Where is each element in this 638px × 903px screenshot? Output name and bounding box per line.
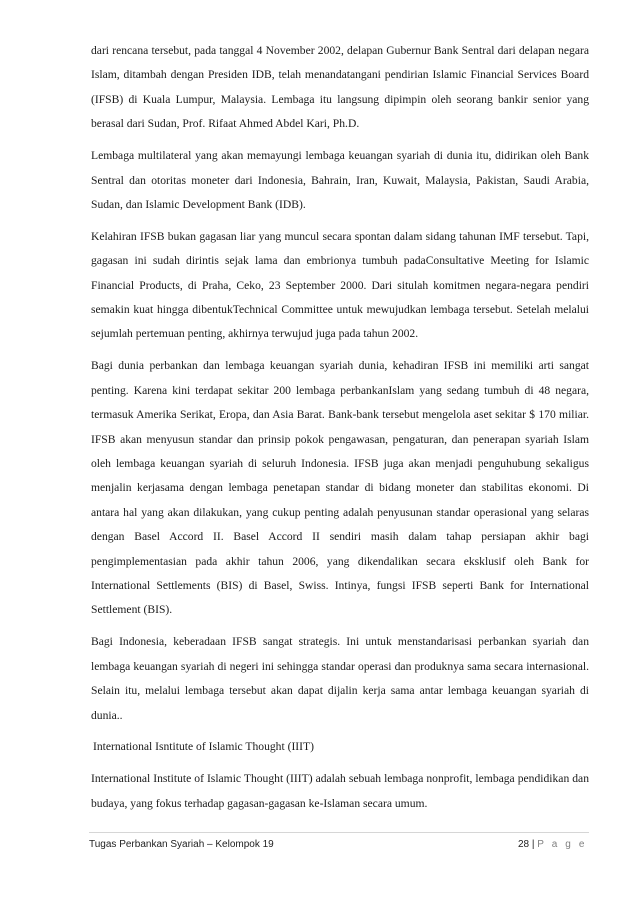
paragraph-ifsb-importance: Bagi dunia perbankan dan lembaga keuangan syariah dunia, kehadiran IFSB ini memiliki arti sangat penting. Karena kini terdapat sekitar 200 lembaga perbankanIslam yang sedang tumbuh di 48 negara, termasuk Amerika Serikat, Eropa, dan Asia Barat. Bank-bank tersebut mengelola aset sekitar $ 170 miliar. IFSB akan menyusun standar dan prinsip pokok pengawasan, pengaturan, dan penerapan syariah Islam oleh lembaga keuangan syariah di seluruh Indonesia. IFSB juga akan menjadi penguhubung sekaligus menjalin kerjasama dengan lembaga penetapan standar di bidang moneter dan stabilitas ekonomi. Di antara hal yang akan dilakukan, yang cukup penting adalah penyusunan standar operasional yang selaras dengan Basel Accord II. Basel Accord II sendiri masih dalam tahap persiapan akhir bagi pengimplementasian pada akhir tahun 2006, yang dikendalikan secara eksklusif oleh Bank for International Settlements (BIS) di Basel, Swiss. Intinya, fungsi IFSB seperti Bank for International Settlement (BIS). bbox=[91, 359, 589, 617]
footer-separator: | bbox=[531, 839, 535, 850]
paragraph-ifsb-indonesia: Bagi Indonesia, keberadaan IFSB sangat strategis. Ini untuk menstandarisasi perbankan syariah dan lembaga keuangan syariah di negeri ini sehingga standar operasi dan produknya sama secara internasional. Selain itu, melalui lembaga tersebut akan dapat dijalin kerja sama antar lembaga keuangan syariah di dunia.. bbox=[91, 635, 589, 722]
paragraph-ifsb-origin: Kelahiran IFSB bukan gagasan liar yang muncul secara spontan dalam sidang tahunan IMF tersebut. Tapi, gagasan ini sudah dirintis sejak lama dan embrionya tumbuh padaConsultative Meeting for Islamic Financial Products, di Praha, Ceko, 23 September 2000. Dari situlah komitmen negara-negara pendiri semakin kuat hingga dibentukTechnical Committee untuk mewujudkan lembaga tersebut. Setelah melalui sejumlah pertemuan penting, akhirnya terwujud juga pada tahun 2002. bbox=[91, 229, 589, 341]
footer-page-indicator bbox=[518, 839, 587, 850]
footer-title: Tugas Perbankan Syariah – Kelompok 19 bbox=[89, 839, 274, 850]
paragraph-ifsb-founders: Lembaga multilateral yang akan memayungi lembaga keuangan syariah di dunia itu, didirikan oleh Bank Sentral dan otoritas moneter dari Indonesia, Bahrain, Iran, Kuwait, Malaysia, Pakistan, Saudi Arabia, Sudan, dan Islamic Development Bank (IDB). bbox=[91, 149, 589, 211]
page-label: P a g e bbox=[537, 839, 587, 850]
page-number: 28 bbox=[517, 839, 530, 850]
document-body bbox=[91, 39, 589, 824]
paragraph-iiit-intro: International Institute of Islamic Thought (IIIT) adalah sebuah lembaga nonprofit, lembaga pendidikan dan budaya, yang fokus terhadap gagasan-gagasan ke-Islaman secara umum. bbox=[91, 772, 589, 810]
section-heading: International Isntitute of Islamic Thought (IIIT) bbox=[93, 740, 314, 754]
paragraph-ifsb-founding: dari rencana tersebut, pada tanggal 4 November 2002, delapan Gubernur Bank Sentral dari delapan negara Islam, ditambah dengan Presiden IDB, telah menandatangani pendirian Islamic Financial Services Board (IFSB) di Kuala Lumpur, Malaysia. Lembaga itu langsung dipimpin oleh seorang bankir senior yang berasal dari Sudan, Prof. Rifaat Ahmed Abdel Kari, Ph.D. bbox=[91, 44, 589, 131]
page-footer bbox=[89, 832, 589, 853]
